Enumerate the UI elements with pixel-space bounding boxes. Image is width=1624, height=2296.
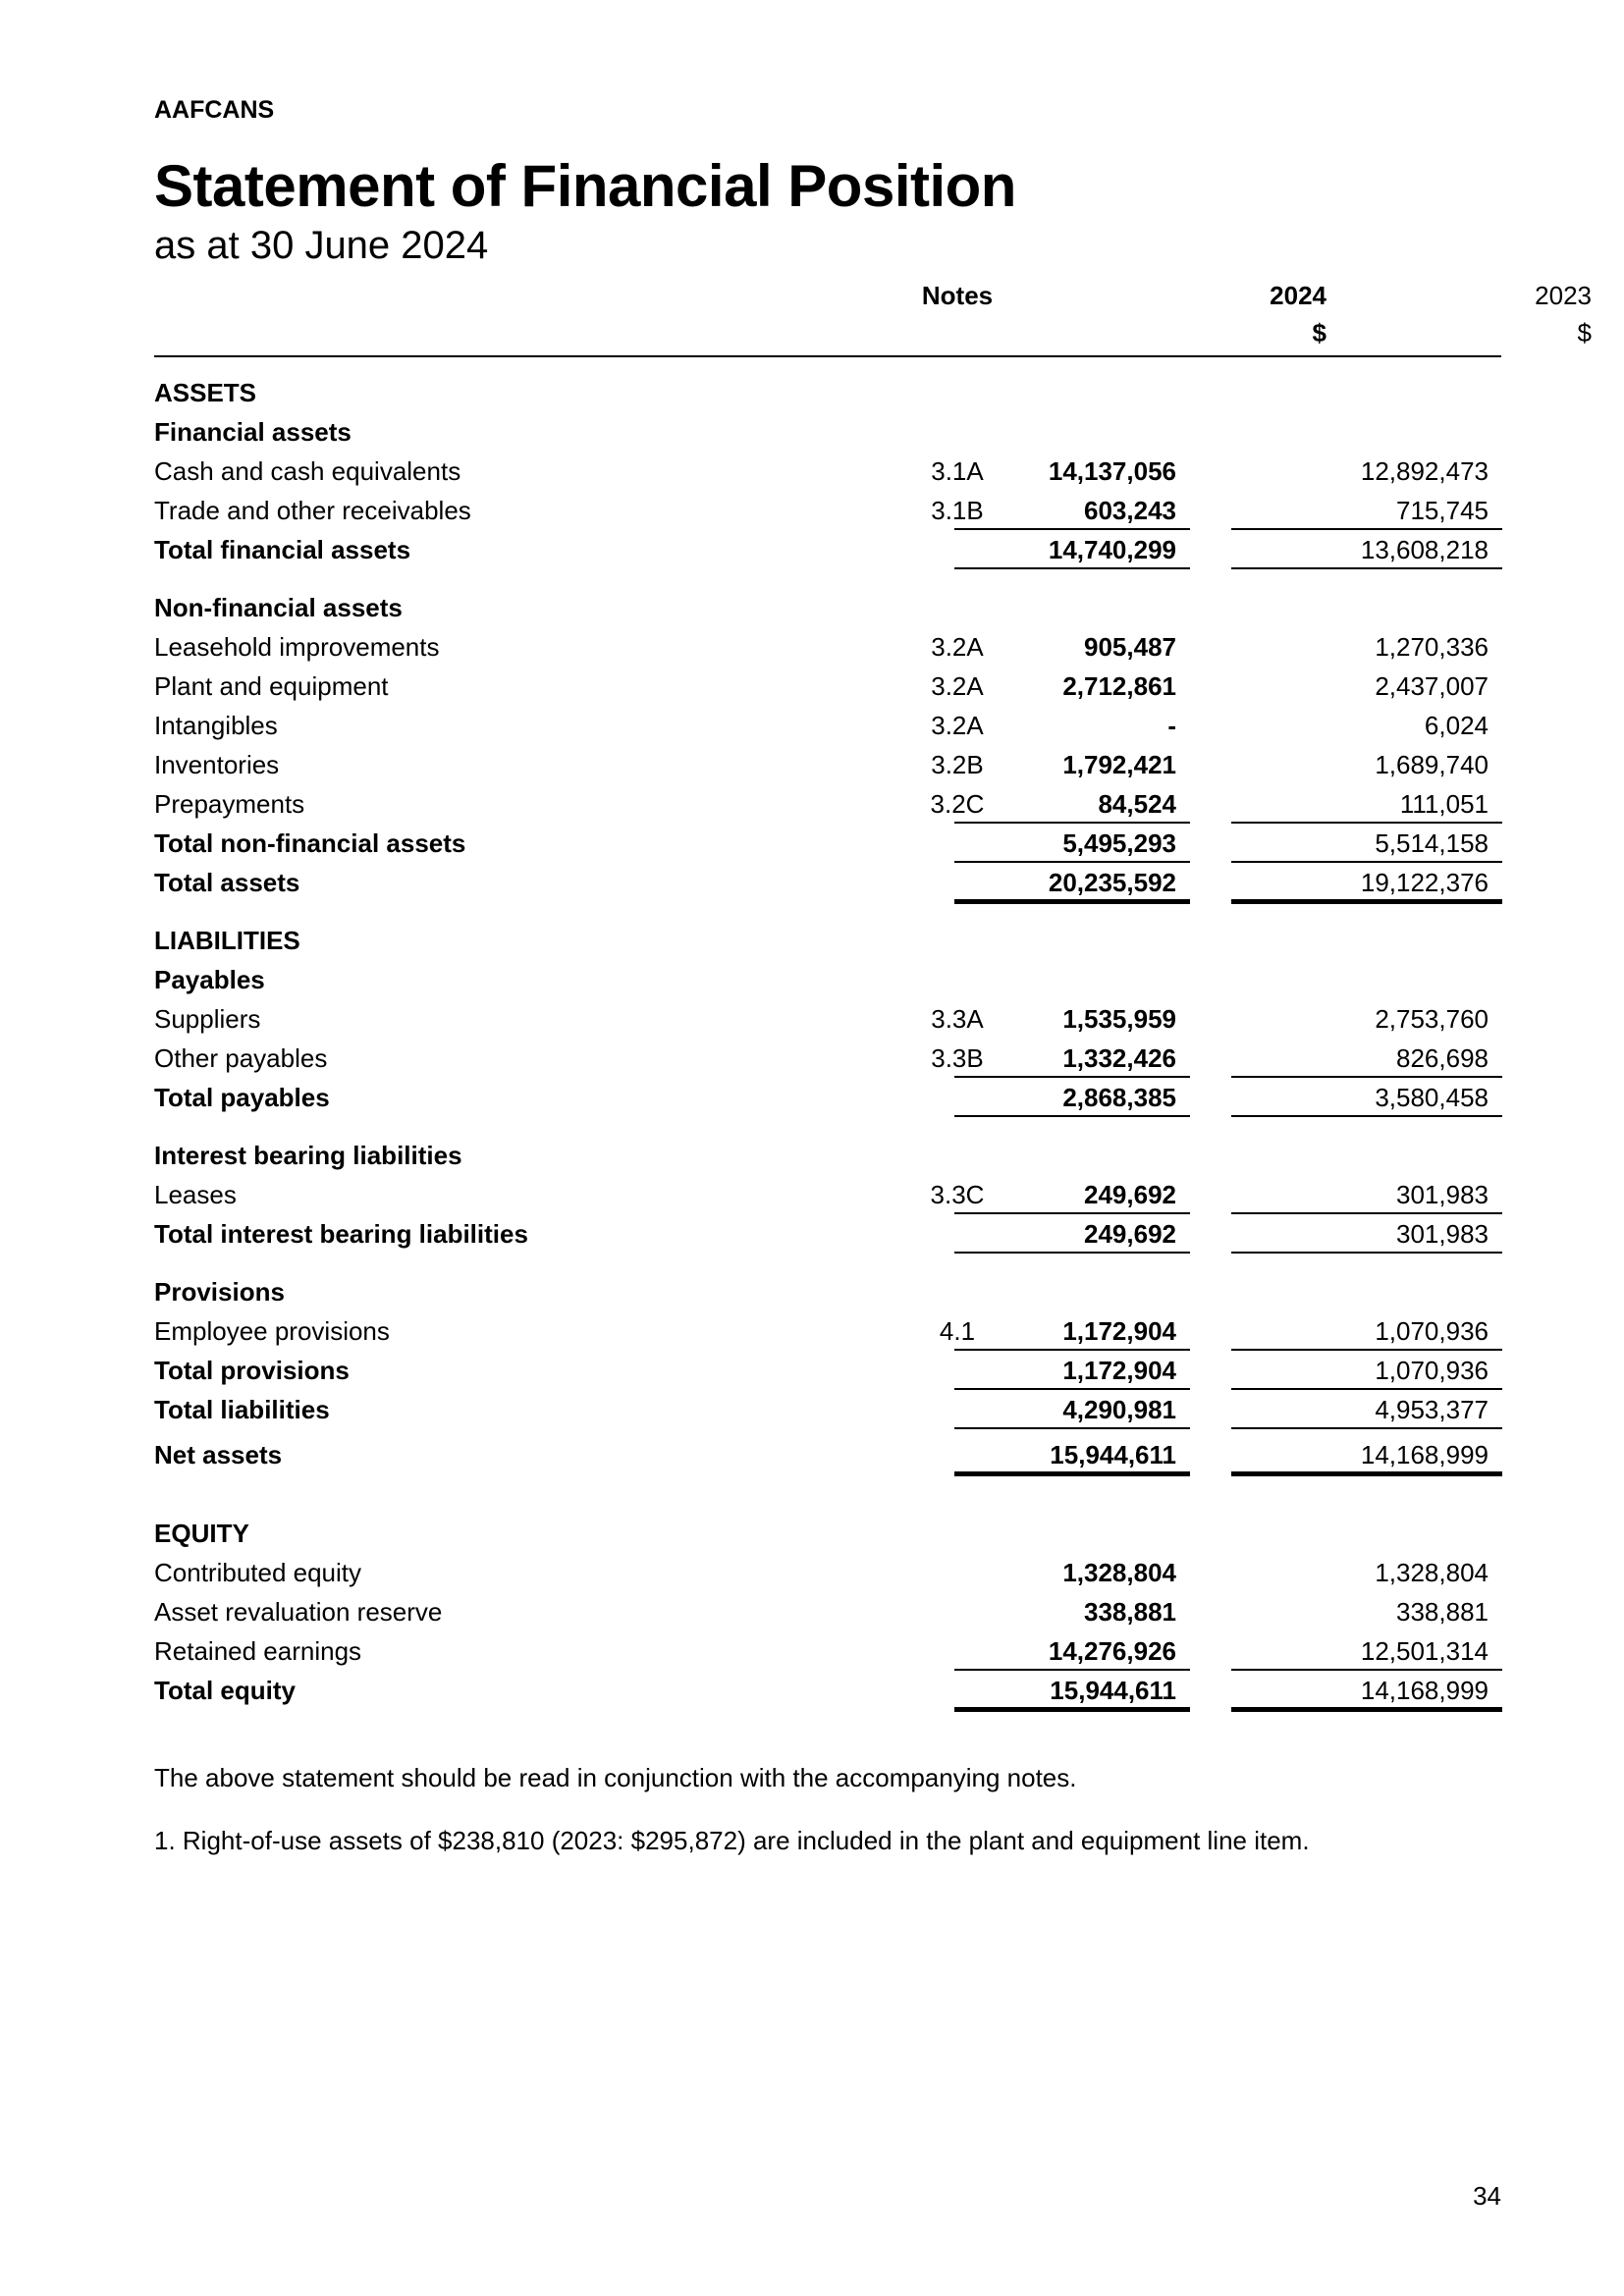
value-2023: 1,070,936 bbox=[1231, 1311, 1502, 1351]
page-subtitle: as at 30 June 2024 bbox=[154, 224, 489, 267]
table-row bbox=[154, 706, 1501, 745]
row-note-ref: 3.3A bbox=[931, 1004, 984, 1034]
value-2024: 1,332,426 bbox=[954, 1039, 1190, 1078]
row-label: Suppliers bbox=[154, 1004, 261, 1034]
table-row bbox=[154, 745, 1501, 784]
value-2023: 3,580,458 bbox=[1231, 1078, 1502, 1117]
table-row bbox=[154, 784, 1501, 824]
statement-table bbox=[154, 373, 1501, 1710]
table-row bbox=[154, 1175, 1501, 1214]
header-notes: Notes bbox=[921, 281, 994, 310]
table-row bbox=[154, 1435, 1501, 1474]
value-2024: 84,524 bbox=[954, 784, 1190, 824]
header-year-current: 2024 bbox=[1270, 281, 1326, 310]
table-row bbox=[154, 1078, 1501, 1117]
table-row bbox=[154, 1351, 1501, 1390]
value-2024: 14,137,056 bbox=[1048, 456, 1176, 486]
row-label: Cash and cash equivalents bbox=[154, 456, 461, 486]
table-row bbox=[154, 412, 1501, 452]
table-row bbox=[154, 1671, 1501, 1710]
footnote: 1. Right-of-use assets of $238,810 (2023: $295,872) are included in the plant and equipment line item. bbox=[154, 1826, 1310, 1855]
value-2023: 338,881 bbox=[1396, 1597, 1489, 1627]
value-2024: 20,235,592 bbox=[954, 863, 1190, 904]
table-row bbox=[154, 1214, 1501, 1254]
value-2023: 5,514,158 bbox=[1231, 824, 1502, 863]
row-label: Asset revaluation reserve bbox=[154, 1597, 443, 1627]
organisation-name: AAFCANS bbox=[154, 96, 275, 124]
table-row bbox=[154, 1514, 1501, 1553]
table-header bbox=[154, 281, 1592, 357]
value-2023: 826,698 bbox=[1231, 1039, 1502, 1078]
row-label: Leases bbox=[154, 1180, 237, 1209]
statement-page bbox=[154, 0, 1592, 2296]
row-label: Interest bearing liabilities bbox=[154, 1141, 462, 1170]
row-note-ref: 3.3C bbox=[930, 1180, 985, 1209]
value-2024: 1,792,421 bbox=[1062, 750, 1176, 779]
table-row bbox=[154, 530, 1501, 569]
value-2023: 1,270,336 bbox=[1375, 632, 1489, 662]
value-2023: 19,122,376 bbox=[1231, 863, 1502, 904]
value-2023: 4,953,377 bbox=[1231, 1390, 1502, 1429]
row-label: Total payables bbox=[154, 1083, 330, 1112]
value-2023: 715,745 bbox=[1231, 491, 1502, 530]
value-2024: 15,944,611 bbox=[954, 1671, 1190, 1712]
row-note-ref: 3.3B bbox=[931, 1043, 984, 1073]
row-label: Plant and equipment bbox=[154, 671, 389, 701]
value-2024: 14,740,299 bbox=[954, 530, 1190, 569]
row-label: Other payables bbox=[154, 1043, 328, 1073]
row-note-ref: 3.2C bbox=[930, 789, 985, 819]
value-2023: 13,608,218 bbox=[1231, 530, 1502, 569]
value-2024: 5,495,293 bbox=[954, 824, 1190, 863]
value-2023: 2,437,007 bbox=[1375, 671, 1489, 701]
row-label: Prepayments bbox=[154, 789, 305, 819]
row-label: Total interest bearing liabilities bbox=[154, 1219, 528, 1249]
row-label: ASSETS bbox=[154, 378, 257, 407]
page-title: Statement of Financial Position bbox=[154, 153, 1016, 219]
row-note-ref: 3.1B bbox=[931, 496, 984, 525]
value-2024: - bbox=[1167, 711, 1176, 740]
page-number: 34 bbox=[1473, 2181, 1501, 2211]
table-row bbox=[154, 999, 1501, 1039]
value-2024: 1,172,904 bbox=[954, 1311, 1190, 1351]
row-label: Non-financial assets bbox=[154, 593, 403, 622]
value-2024: 603,243 bbox=[954, 491, 1190, 530]
value-2023: 111,051 bbox=[1231, 784, 1502, 824]
table-row bbox=[154, 824, 1501, 863]
row-label: Retained earnings bbox=[154, 1636, 362, 1666]
row-label: Contributed equity bbox=[154, 1558, 362, 1587]
value-2023: 301,983 bbox=[1231, 1175, 1502, 1214]
row-label: Total financial assets bbox=[154, 535, 411, 564]
row-label: Trade and other receivables bbox=[154, 496, 471, 525]
row-note-ref: 3.2B bbox=[931, 750, 984, 779]
value-2023: 12,501,314 bbox=[1231, 1631, 1502, 1671]
row-label: Provisions bbox=[154, 1277, 285, 1307]
value-2024: 1,328,804 bbox=[1062, 1558, 1176, 1587]
table-row bbox=[154, 1039, 1501, 1078]
value-2023: 14,168,999 bbox=[1231, 1671, 1502, 1712]
row-label: Payables bbox=[154, 965, 265, 994]
table-row bbox=[154, 863, 1501, 902]
value-2023: 14,168,999 bbox=[1231, 1435, 1502, 1476]
row-label: Total liabilities bbox=[154, 1395, 330, 1424]
table-row bbox=[154, 1272, 1501, 1311]
row-note-ref: 3.2A bbox=[931, 632, 984, 662]
row-label: Employee provisions bbox=[154, 1316, 390, 1346]
table-row bbox=[154, 627, 1501, 667]
table-row bbox=[154, 1631, 1501, 1671]
table-row bbox=[154, 1311, 1501, 1351]
row-note-ref: 3.1A bbox=[931, 456, 984, 486]
row-label: Intangibles bbox=[154, 711, 278, 740]
value-2023: 301,983 bbox=[1231, 1214, 1502, 1254]
value-2024: 905,487 bbox=[1084, 632, 1176, 662]
row-label: Total assets bbox=[154, 868, 300, 897]
value-2024: 1,535,959 bbox=[1062, 1004, 1176, 1034]
table-row bbox=[154, 588, 1501, 627]
value-2024: 2,868,385 bbox=[954, 1078, 1190, 1117]
value-2024: 15,944,611 bbox=[954, 1435, 1190, 1476]
table-row bbox=[154, 452, 1501, 491]
row-label: Total equity bbox=[154, 1676, 296, 1705]
value-2024: 14,276,926 bbox=[954, 1631, 1190, 1671]
row-label: Inventories bbox=[154, 750, 280, 779]
header-year-current-unit: $ bbox=[1312, 318, 1326, 347]
table-row bbox=[154, 1390, 1501, 1429]
value-2024: 338,881 bbox=[1084, 1597, 1176, 1627]
table-row bbox=[154, 921, 1501, 960]
row-label: Net assets bbox=[154, 1440, 283, 1469]
row-note-ref: 3.2A bbox=[931, 711, 984, 740]
row-label: LIABILITIES bbox=[154, 926, 300, 955]
table-row bbox=[154, 1592, 1501, 1631]
value-2024: 249,692 bbox=[954, 1175, 1190, 1214]
value-2023: 12,892,473 bbox=[1360, 456, 1489, 486]
read-with-notes-text: The above statement should be read in conjunction with the accompanying notes. bbox=[154, 1763, 1077, 1792]
row-label: Financial assets bbox=[154, 417, 352, 447]
value-2024: 249,692 bbox=[954, 1214, 1190, 1254]
table-row bbox=[154, 373, 1501, 412]
value-2024: 2,712,861 bbox=[1062, 671, 1176, 701]
value-2023: 6,024 bbox=[1424, 711, 1489, 740]
table-row bbox=[154, 491, 1501, 530]
value-2023: 1,689,740 bbox=[1375, 750, 1489, 779]
row-label: Total non-financial assets bbox=[154, 828, 466, 858]
value-2024: 4,290,981 bbox=[954, 1390, 1190, 1429]
header-year-prior-unit: $ bbox=[1577, 318, 1592, 347]
header-year-prior: 2023 bbox=[1535, 281, 1592, 310]
value-2023: 1,070,936 bbox=[1231, 1351, 1502, 1390]
row-note-ref: 3.2A bbox=[931, 671, 984, 701]
table-row bbox=[154, 1553, 1501, 1592]
row-label: EQUITY bbox=[154, 1519, 249, 1548]
value-2023: 2,753,760 bbox=[1375, 1004, 1489, 1034]
value-2024: 1,172,904 bbox=[954, 1351, 1190, 1390]
table-row bbox=[154, 960, 1501, 999]
row-note-ref: 4.1 bbox=[939, 1316, 976, 1346]
value-2023: 1,328,804 bbox=[1375, 1558, 1489, 1587]
row-label: Total provisions bbox=[154, 1356, 350, 1385]
table-row bbox=[154, 1136, 1501, 1175]
row-label: Leasehold improvements bbox=[154, 632, 440, 662]
table-row bbox=[154, 667, 1501, 706]
